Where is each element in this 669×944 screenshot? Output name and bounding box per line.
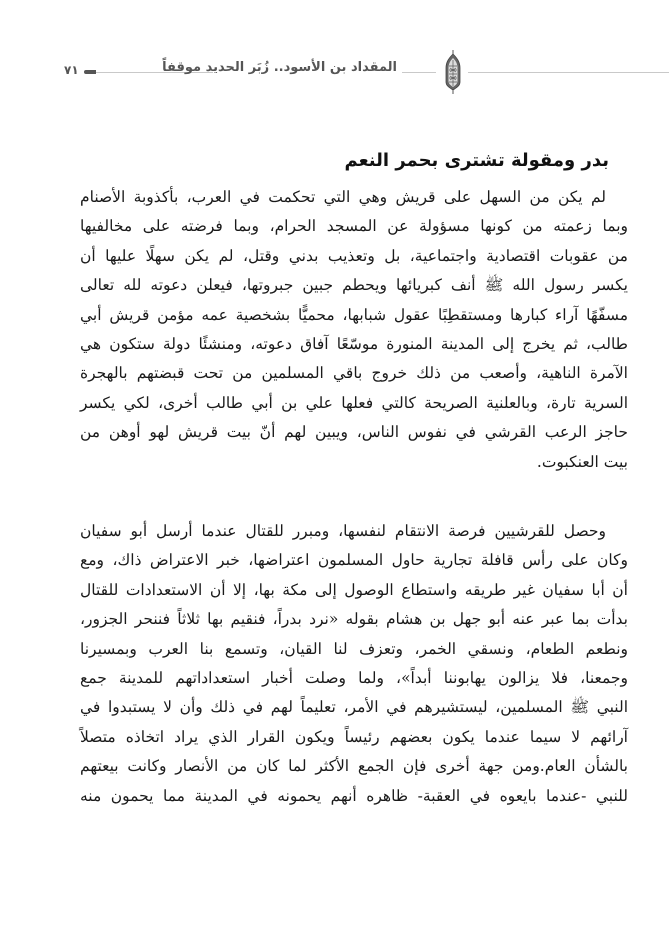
text-line: بيت العنكبوت. [536, 452, 628, 471]
paragraph-1 [80, 183, 628, 477]
text-line: السرية تارة، وبالعلنية الصريحة كالتي فعلها علي بن أبي طالب أخرى، لكي يكسر [80, 393, 628, 412]
text-line: للنبي -عندما بايعوه في العقبة- ظاهره أنهم يحمونه في المدينة مما يحمون منه [80, 786, 628, 805]
text-line: من عقوبات اقتصادية واجتماعية، بل وتعذيب بدني وقتل، لم يكن سهلًا عليها أن [80, 246, 628, 265]
header-rule-middle [402, 72, 436, 73]
text-line: وبما زعمته من كونها مسؤولة عن المسجد الحرام، وبما فرضته على مخالفيها [80, 217, 628, 236]
text-line: ونطعم الطعام، ونسقي الخمر، وتعزف لنا القيان، وتسمع بنا العرب وبمسيرنا [80, 639, 628, 658]
page-number: ٧١ [64, 63, 79, 77]
text-line: وحصل للقرشيين فرصة الانتقام لنفسها، ومبرر للقتال عندما أرسل أبو سفيان [80, 522, 606, 540]
text-line: حاجز الرعب القرشي في نفوس الناس، ويبين لهم أنّ بيت قريش لهو أوهن من [80, 423, 628, 442]
text-line: الآمرة الناهية، وأصعب من ذلك خروج باقي المسلمين من تحت قبضتهم بالهجرة [80, 364, 628, 383]
text-line: مسفّهًا آراء كبارها ومستقطِبًا عقول شبابها، محميًّا بشخصية عمه مؤمن قريش أبي [80, 305, 628, 324]
text-line: طالب، ثم يخرج إلى المدينة المنورة موسّعًا آفاق دعوته، ومنشئًا دولة ستكون هي [80, 335, 628, 354]
running-title: المقداد بن الأسود.. زُبَر الحديد موقفاً [162, 60, 397, 75]
text-line: النبي ﷺ المسلمين، ليستشيرهم في الأمر، تعليماً لهم في ذلك وأن لا يستبدوا في [80, 698, 628, 717]
text-line: بالشأن العام.ومن جهة أخرى فإن الجمع الأكثر لما كان من الأنصار وكانت بيعتهم [80, 757, 628, 776]
text-line: بدأت بما عبر عنه أبو جهل بن هشام بقوله «نرد بدراً، فنقيم بها ثلاثاً فننحر الجزور، [80, 610, 628, 629]
text-line: يكسر رسول الله ﷺ أنف كبريائها ويحطم جبين جبروتها، فيعلن دعوته لله تعالى [80, 276, 628, 295]
text-line: أن أبا سفيان غير طريقه واستطاع الوصول إلى مكة بها، إلا أن الاستعدادات للقتال [80, 580, 628, 599]
text-line: آرائهم لا سيما عندما يكون بعضهم رئيساً ويكون القرار الذي يراد اتخاذه متصلاً [80, 727, 628, 746]
text-line: وجمعنا، فلا يزالون يهابوننا أبداً»، ولما وصلت أخبار استعداداتهم للمدينة جمع [80, 669, 628, 688]
text-line: وكان على رأس قافلة تجارية حاول المسلمون اعتراضها، خبر الاعتراض ذاك، ومع [80, 551, 628, 570]
page-marker-icon [84, 70, 96, 74]
header-rule-right [468, 72, 669, 73]
text-line: لم يكن من السهل على قريش وهي التي تحكمت في العرب، بأكذوبة الأصنام [80, 188, 606, 206]
lantern-ornament-icon [444, 50, 462, 94]
section-title: بدر ومقولة تشترى بحمر النعم [344, 149, 609, 171]
paragraph-2 [80, 517, 628, 811]
